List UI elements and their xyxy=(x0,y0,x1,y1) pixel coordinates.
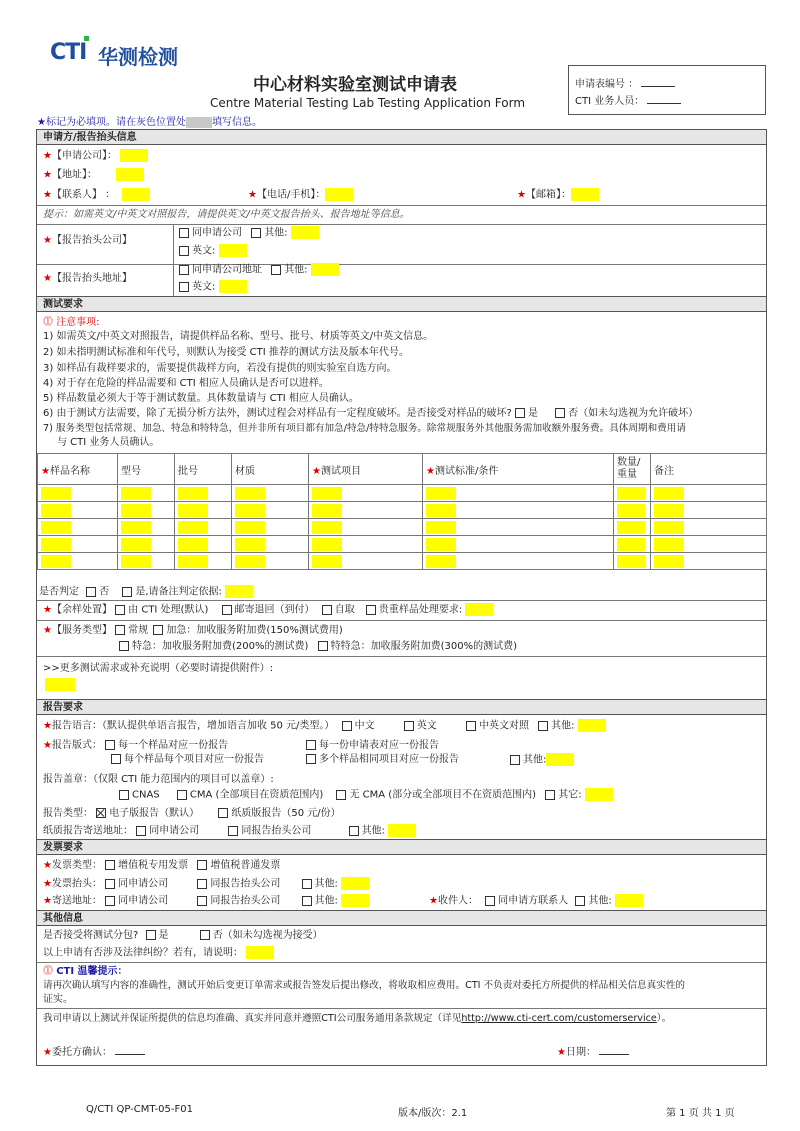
service-label: 【服务类型】 xyxy=(51,625,112,636)
type-label: 报告类型： xyxy=(43,808,93,819)
mail-other-input[interactable] xyxy=(388,824,416,837)
judge-label: 是否判定 xyxy=(39,586,79,598)
format-same-item-checkbox[interactable] xyxy=(306,754,316,764)
note-2: 2) 如未指明测试标准和年代号，则默认为接受 CTI 推荐的测试方法及版本年代号。 xyxy=(43,347,409,358)
email-label: 【邮箱】： xyxy=(525,189,571,201)
section-applicant: 申请方/报告抬头信息 xyxy=(37,129,766,145)
note-5: 5) 样品数量必须大于等于测试数量。具体数量请与 CTI 相应人员确认。 xyxy=(43,393,359,404)
report-address-options xyxy=(179,263,339,278)
leftover-return-label: 邮寄退回（到付） xyxy=(234,604,315,616)
judge-row xyxy=(39,585,253,600)
invoice-type-label: 发票类型： xyxy=(51,860,102,871)
declaration-row xyxy=(43,1012,671,1026)
cell-input[interactable] xyxy=(178,487,208,500)
cell-input[interactable] xyxy=(617,538,645,551)
report-address-other-checkbox[interactable] xyxy=(271,265,281,275)
title-en: Centre Material Testing Lab Testing Application Form xyxy=(209,96,526,110)
invoice-normal-checkbox[interactable] xyxy=(197,860,207,870)
sample-table xyxy=(37,453,767,570)
sample-table-header xyxy=(38,454,767,485)
judge-no-checkbox[interactable] xyxy=(86,587,96,597)
type-row xyxy=(43,807,341,821)
report-company-other-input[interactable] xyxy=(291,226,319,239)
format-per-form-checkbox[interactable] xyxy=(306,740,316,750)
more-input[interactable] xyxy=(45,678,75,691)
cell-input[interactable] xyxy=(617,487,645,500)
note-7-line2: 与 CTI 业务人员确认。 xyxy=(57,437,160,448)
invoice-mail-label: 寄送地址： xyxy=(51,895,102,907)
report-company-other-label: 其他: xyxy=(264,227,288,239)
logo-text: CTI xyxy=(50,40,87,65)
judge-yes-checkbox[interactable] xyxy=(122,587,132,597)
receiver-other-checkbox[interactable] xyxy=(575,896,585,906)
section-other: 其他信息 xyxy=(37,910,766,926)
receiver-label: 收件人： xyxy=(437,895,478,907)
date-field[interactable] xyxy=(599,1044,629,1055)
form-no-field[interactable] xyxy=(641,76,675,87)
type-paper-label: 纸质版报告（50 元/份） xyxy=(231,808,341,819)
stamp-row xyxy=(119,788,613,803)
report-company-en-input[interactable] xyxy=(219,244,247,257)
contact-input[interactable] xyxy=(122,188,150,201)
required-note-post: 填写信息。 xyxy=(211,117,262,128)
col-model: 型号 xyxy=(118,454,175,485)
date-label: 日期： xyxy=(565,1047,596,1058)
leftover-self-checkbox[interactable] xyxy=(322,605,332,615)
cell-input[interactable] xyxy=(121,538,151,551)
leftover-cti-checkbox[interactable] xyxy=(115,605,125,615)
mail-row xyxy=(43,824,416,839)
type-paper-checkbox[interactable] xyxy=(218,808,228,818)
lang-en-checkbox[interactable] xyxy=(404,721,414,731)
cell-input[interactable] xyxy=(312,521,342,534)
judge-yes-label: 是,请备注判定依据: xyxy=(135,586,222,598)
cell-input[interactable] xyxy=(312,555,342,568)
col-test-item: ★测试项目 xyxy=(309,454,423,485)
report-company-options xyxy=(179,226,319,241)
reminder-text-1: 请再次确认填写内容的准确性，测试开始后变更订单需求或报告签发后提出修改，将收取相应费用。CTI 不负责对委托方所提供的样品相关信息真实性的 xyxy=(43,980,686,991)
same-address-checkbox[interactable] xyxy=(179,265,189,275)
footer-version: 版本/版次：2.1 xyxy=(398,1108,468,1119)
legal-row xyxy=(43,946,274,961)
format-other-checkbox[interactable] xyxy=(510,755,520,765)
subcontract-label: 是否接受将测试分包? xyxy=(43,930,139,941)
address-input[interactable] xyxy=(116,168,144,181)
email-input[interactable] xyxy=(571,188,599,201)
service-row-2 xyxy=(119,640,517,654)
lang-cn-label: 中文 xyxy=(354,720,375,732)
cell-input[interactable] xyxy=(41,521,71,534)
legal-input[interactable] xyxy=(246,946,274,959)
service-regular-label: 常规 xyxy=(128,625,149,636)
format-per-sample-checkbox[interactable] xyxy=(105,740,115,750)
invoice-mail-company-label: 同申请公司 xyxy=(118,895,169,907)
cell-input[interactable] xyxy=(617,521,645,534)
application-form xyxy=(36,129,767,1066)
report-company-other-checkbox[interactable] xyxy=(251,228,261,238)
report-company-en-label: 英文: xyxy=(192,245,216,257)
receiver-contact-checkbox[interactable] xyxy=(485,896,495,906)
invoice-header-company-checkbox[interactable] xyxy=(105,879,115,889)
client-confirm-row: ★委托方确认： xyxy=(43,1044,145,1060)
cell-input[interactable] xyxy=(654,521,684,534)
required-note xyxy=(37,113,262,128)
table-row xyxy=(38,485,767,502)
cell-input[interactable] xyxy=(178,538,208,551)
cell-input[interactable] xyxy=(178,521,208,534)
lang-both-checkbox[interactable] xyxy=(466,721,476,731)
subcontract-no-label: 否（如未勾选视为接受） xyxy=(212,930,323,941)
stamp-cma-label: CMA (全部项目在资质范围内) xyxy=(189,789,324,801)
report-company-label: 【报告抬头公司】 xyxy=(51,235,132,246)
leftover-label: 【余样处置】 xyxy=(51,604,112,616)
table-row xyxy=(38,553,767,570)
subcontract-yes-checkbox[interactable] xyxy=(146,930,156,940)
company-input[interactable] xyxy=(120,149,148,162)
cell-input[interactable] xyxy=(41,504,71,517)
cell-input[interactable] xyxy=(312,538,342,551)
format-per-item-label: 每个样品每个项目对应一份报告 xyxy=(124,754,264,765)
cell-input[interactable] xyxy=(312,487,342,500)
section-report: 报告要求 xyxy=(37,699,766,715)
service-regular-checkbox[interactable] xyxy=(115,625,125,635)
report-address-label-row: ★【报告抬头地址】 xyxy=(43,273,132,284)
invoice-header-other-label: 其他: xyxy=(314,878,338,890)
declaration-post: ）。 xyxy=(656,1013,672,1024)
cell-input[interactable] xyxy=(121,504,151,517)
language-label: 报告语言：（默认提供单语言报告，增加语言加收 50 元/类型。） xyxy=(51,720,335,732)
cell-input[interactable] xyxy=(235,538,265,551)
format-row-1: ★报告版式： 每一个样品对应一份报告 每一份申请表对应一份报告 xyxy=(43,740,439,751)
cell-input[interactable] xyxy=(654,555,684,568)
cell-input[interactable] xyxy=(235,487,265,500)
date-row: ★日期： xyxy=(557,1044,629,1060)
cell-input[interactable] xyxy=(235,555,265,568)
leftover-self-label: 自取 xyxy=(334,604,355,616)
invoice-mail-report-label: 同报告抬头公司 xyxy=(210,895,281,907)
note-1: 1) 如需英文/中英文对照报告，请提供样品名称、型号、批号、材质等英文/中英文信息。 xyxy=(43,331,434,342)
declaration-pre: 我司申请以上测试并保证所提供的信息均准确、真实并同意并遵照CTI公司服务通用条款规定（详见 xyxy=(43,1013,462,1024)
col-batch: 批号 xyxy=(175,454,232,485)
lang-other-input[interactable] xyxy=(578,719,606,732)
receiver-other-input[interactable] xyxy=(615,894,643,907)
cti-staff-field[interactable] xyxy=(647,93,681,104)
receiver-other-label: 其他: xyxy=(588,895,612,907)
report-address-other-label: 其他: xyxy=(284,264,308,276)
leftover-return-checkbox[interactable] xyxy=(222,605,232,615)
info-icon: ⓵ xyxy=(43,966,53,977)
phone-input[interactable] xyxy=(325,188,353,201)
invoice-special-label: 增值税专用发票 xyxy=(118,860,189,871)
client-confirm-label: 委托方确认： xyxy=(51,1047,112,1058)
cell-input[interactable] xyxy=(41,555,71,568)
judge-basis-input[interactable] xyxy=(225,585,253,598)
cell-input[interactable] xyxy=(178,504,208,517)
mail-same-company-checkbox[interactable] xyxy=(136,826,146,836)
legal-label: 以上申请有否涉及法律纠纷？若有，请说明： xyxy=(43,947,243,959)
format-per-sample-label: 每一个样品对应一份报告 xyxy=(118,740,229,751)
stamp-cnas-checkbox[interactable] xyxy=(119,790,129,800)
mail-same-report-checkbox[interactable] xyxy=(228,826,238,836)
note-3: 3) 如样品有裁样要求的，需要提供裁样方向，若没有提供的则实验室自选方向。 xyxy=(43,363,397,374)
type-electronic-checkbox[interactable] xyxy=(96,808,106,818)
stamp-cma-checkbox[interactable] xyxy=(177,790,187,800)
col-material: 材质 xyxy=(232,454,309,485)
stamp-other-label: 其它: xyxy=(558,789,582,801)
stamp-other-checkbox[interactable] xyxy=(545,790,555,800)
table-row xyxy=(38,519,767,536)
invoice-header-report-checkbox[interactable] xyxy=(197,879,207,889)
service-urgent-label: 加急：加收服务附加费(150%测试费用) xyxy=(166,625,343,636)
report-company-en-checkbox[interactable] xyxy=(179,246,189,256)
table-row xyxy=(38,536,767,553)
address-label: 【地址】： xyxy=(51,169,97,181)
leftover-row: ★【余样处置】 由 CTI 处理(默认) 邮寄退回（到付） 自取 贵重样品处理要求: xyxy=(43,603,493,618)
lang-both-label: 中英文对照 xyxy=(478,720,529,732)
lang-other-checkbox[interactable] xyxy=(538,721,548,731)
cti-staff-label: CTI 业务人员： xyxy=(575,96,645,107)
cell-input[interactable] xyxy=(426,555,456,568)
mail-other-checkbox[interactable] xyxy=(349,826,359,836)
report-address-en-label: 英文: xyxy=(192,281,216,293)
subcontract-yes-label: 是 xyxy=(158,930,169,941)
mail-label: 纸质报告寄送地址： xyxy=(43,825,133,837)
invoice-header-company-label: 同申请公司 xyxy=(118,878,169,890)
cell-input[interactable] xyxy=(235,504,265,517)
terms-link[interactable]: http://www.cti-cert.com/customerservice xyxy=(461,1013,657,1024)
format-per-item-checkbox[interactable] xyxy=(111,754,121,764)
receiver-contact-label: 同申请方联系人 xyxy=(498,895,569,907)
reminder-title: CTI 温馨提示： xyxy=(56,966,128,977)
same-address-label: 同申请公司地址 xyxy=(192,264,262,276)
cell-input[interactable] xyxy=(426,538,456,551)
lang-cn-checkbox[interactable] xyxy=(342,721,352,731)
cell-input[interactable] xyxy=(121,487,151,500)
cell-input[interactable] xyxy=(426,521,456,534)
report-company-label-row: ★【报告抬头公司】 xyxy=(43,235,132,246)
section-testing: 测试要求 xyxy=(37,296,766,312)
form-number-box xyxy=(568,65,766,115)
leftover-cti-label: 由 CTI 处理(默认) xyxy=(128,604,209,616)
invoice-mail-row: ★寄送地址： 同申请公司 同报告抬头公司 其他: ★收件人： 同申请方联系人 其他: xyxy=(43,894,763,909)
lang-en-label: 英文 xyxy=(416,720,437,732)
cell-input[interactable] xyxy=(426,504,456,517)
cell-input[interactable] xyxy=(312,504,342,517)
invoice-normal-label: 增值税普通发票 xyxy=(210,860,281,871)
invoice-special-checkbox[interactable] xyxy=(105,860,115,870)
note-6 xyxy=(43,407,698,421)
mail-same-report-label: 同报告抬头公司 xyxy=(241,825,312,837)
report-address-label: 【报告抬头地址】 xyxy=(51,273,132,284)
cell-input[interactable] xyxy=(235,521,265,534)
stamp-label: 报告盖章：（仅限 CTI 能力范围内的项目可以盖章）: xyxy=(43,774,274,785)
leftover-valuable-label: 贵重样品处理要求: xyxy=(378,604,463,616)
col-quantity: 数量/重量 xyxy=(614,454,651,485)
title-cn: 中心材料实验室测试申请表 xyxy=(253,75,457,95)
invoice-header-report-label: 同报告抬头公司 xyxy=(210,878,281,890)
notice-title: 注意事项: xyxy=(56,317,100,328)
col-sample-name: ★样品名称 xyxy=(38,454,118,485)
format-other-input[interactable] xyxy=(546,753,574,766)
reminder-text-2: 证实。 xyxy=(43,994,73,1005)
form-no-label: 申请表编号 ： xyxy=(575,79,639,90)
report-address-en-row xyxy=(179,280,247,295)
section-invoice: 发票要求 xyxy=(37,839,766,855)
col-test-standard: ★测试标准/条件 xyxy=(423,454,614,485)
language-row: ★报告语言：（默认提供单语言报告，增加语言加收 50 元/类型。） 中文 英文 中英文对照 其他: xyxy=(43,719,606,734)
cell-input[interactable] xyxy=(654,487,684,500)
format-per-form-label: 每一份申请表对应一份报告 xyxy=(319,740,439,751)
invoice-header-other-checkbox[interactable] xyxy=(302,879,312,889)
cell-input[interactable] xyxy=(426,487,456,500)
leftover-valuable-input[interactable] xyxy=(465,603,493,616)
notice-title-row xyxy=(43,316,100,330)
warning-icon: ⓵ xyxy=(43,317,53,328)
judge-no-label: 否 xyxy=(99,586,110,598)
invoice-header-label: 发票抬头： xyxy=(51,878,102,890)
stamp-no-cma-checkbox[interactable] xyxy=(336,790,346,800)
same-company-label: 同申请公司 xyxy=(192,227,242,239)
service-super-checkbox[interactable] xyxy=(318,641,328,651)
leftover-valuable-checkbox[interactable] xyxy=(366,605,376,615)
subcontract-no-checkbox[interactable] xyxy=(200,930,210,940)
cell-input[interactable] xyxy=(617,555,645,568)
invoice-mail-other-label: 其他: xyxy=(314,895,338,907)
format-label: 报告版式： xyxy=(51,740,102,751)
format-same-item-label: 多个样品相同项目对应一份报告 xyxy=(319,754,459,765)
contact-label: 【联系人】 ： xyxy=(51,189,116,201)
invoice-mail-other-checkbox[interactable] xyxy=(302,896,312,906)
invoice-type-row: ★发票类型： 增值税专用发票 增值税普通发票 xyxy=(43,860,281,871)
report-address-other-input[interactable] xyxy=(311,263,339,276)
destroy-no-label: 否（如未勾选视为允许破坏） xyxy=(568,408,699,419)
tip-text: 提示：如需英文/中英文对照报告，请提供英文/中英文报告抬头、报告地址等信息。 xyxy=(43,209,410,220)
client-confirm-field[interactable] xyxy=(115,1044,145,1055)
invoice-mail-other-input[interactable] xyxy=(341,894,369,907)
destroy-yes-label: 是 xyxy=(527,408,538,419)
note-6-text: 6) 由于测试方法需要，除了无损分析方法外，测试过程会对样品有一定程度破坏。是否接受对样品的破坏? xyxy=(43,408,512,419)
lang-other-label: 其他: xyxy=(551,720,575,732)
logo-cn: 华测检测 xyxy=(98,45,178,69)
stamp-other-input[interactable] xyxy=(585,788,613,801)
destroy-no-checkbox[interactable] xyxy=(555,408,565,418)
service-super-label: 特特急：加收服务附加费(300%的测试费) xyxy=(330,641,517,652)
format-other-label: 其他: xyxy=(523,754,547,766)
gray-sample xyxy=(186,117,212,128)
subcontract-row xyxy=(43,929,323,943)
format-row-2 xyxy=(111,753,751,767)
destroy-yes-checkbox[interactable] xyxy=(515,408,525,418)
invoice-mail-company-checkbox[interactable] xyxy=(105,896,115,906)
service-row-1: ★【服务类型】 常规 加急：加收服务附加费(150%测试费用) xyxy=(43,625,343,636)
type-electronic-label: 电子版报告（默认） xyxy=(109,808,200,819)
company-label: 【申请公司】： xyxy=(51,150,117,162)
cell-input[interactable] xyxy=(654,504,684,517)
required-note-pre: ★标记为必填项。请在灰色位置处 xyxy=(37,117,186,128)
address-row: ★【地址】： xyxy=(43,168,144,183)
report-company-en-row xyxy=(179,244,247,259)
report-address-en-input[interactable] xyxy=(219,280,247,293)
invoice-header-other-input[interactable] xyxy=(341,877,369,890)
note-7-line1: 7) 服务类型包括常规、加急、特急和特特急，但并非所有项目都有加急/特急/特特急服务。除常规服务外其他服务需加收额外服务费。具体周期和费用请 xyxy=(43,423,686,434)
phone-label: 【电话/手机】： xyxy=(256,189,326,201)
cell-input[interactable] xyxy=(121,521,151,534)
cell-input[interactable] xyxy=(654,538,684,551)
mail-other-label: 其他: xyxy=(361,825,385,837)
note-4: 4) 对于存在危险的样品需要和 CTI 相应人员确认是否可以进样。 xyxy=(43,378,329,389)
invoice-mail-report-checkbox[interactable] xyxy=(197,896,207,906)
service-special-label: 特急：加收服务附加费(200%的测试费) xyxy=(132,641,309,652)
service-urgent-checkbox[interactable] xyxy=(153,625,163,635)
reminder-title-row xyxy=(43,965,128,979)
cell-input[interactable] xyxy=(121,555,151,568)
cell-input[interactable] xyxy=(178,555,208,568)
table-row xyxy=(38,502,767,519)
stamp-cnas-label: CNAS xyxy=(132,789,160,801)
footer-doc-code: Q/CTI QP-CMT-05-F01 xyxy=(86,1104,193,1115)
cell-input[interactable] xyxy=(41,487,71,500)
cell-input[interactable] xyxy=(41,538,71,551)
stamp-no-cma-label: 无 CMA (部分或全部项目不在资质范围内) xyxy=(349,789,537,801)
footer-page: 第 1 页 共 1 页 xyxy=(666,1108,735,1119)
company-row: ★【申请公司】： xyxy=(43,149,148,164)
cell-input[interactable] xyxy=(617,504,645,517)
same-company-checkbox[interactable] xyxy=(179,228,189,238)
report-address-en-checkbox[interactable] xyxy=(179,282,189,292)
mail-same-company-label: 同申请公司 xyxy=(149,825,200,837)
col-remarks: 备注 xyxy=(651,454,767,485)
invoice-header-row: ★发票抬头： 同申请公司 同报告抬头公司 其他: xyxy=(43,877,369,892)
more-label: >>更多测试需求或补充说明（必要时请提供附件）: xyxy=(43,663,274,674)
contact-row: ★【联系人】 ： ★【电话/手机】： ★【邮箱】： xyxy=(43,188,763,203)
service-special-checkbox[interactable] xyxy=(119,641,129,651)
